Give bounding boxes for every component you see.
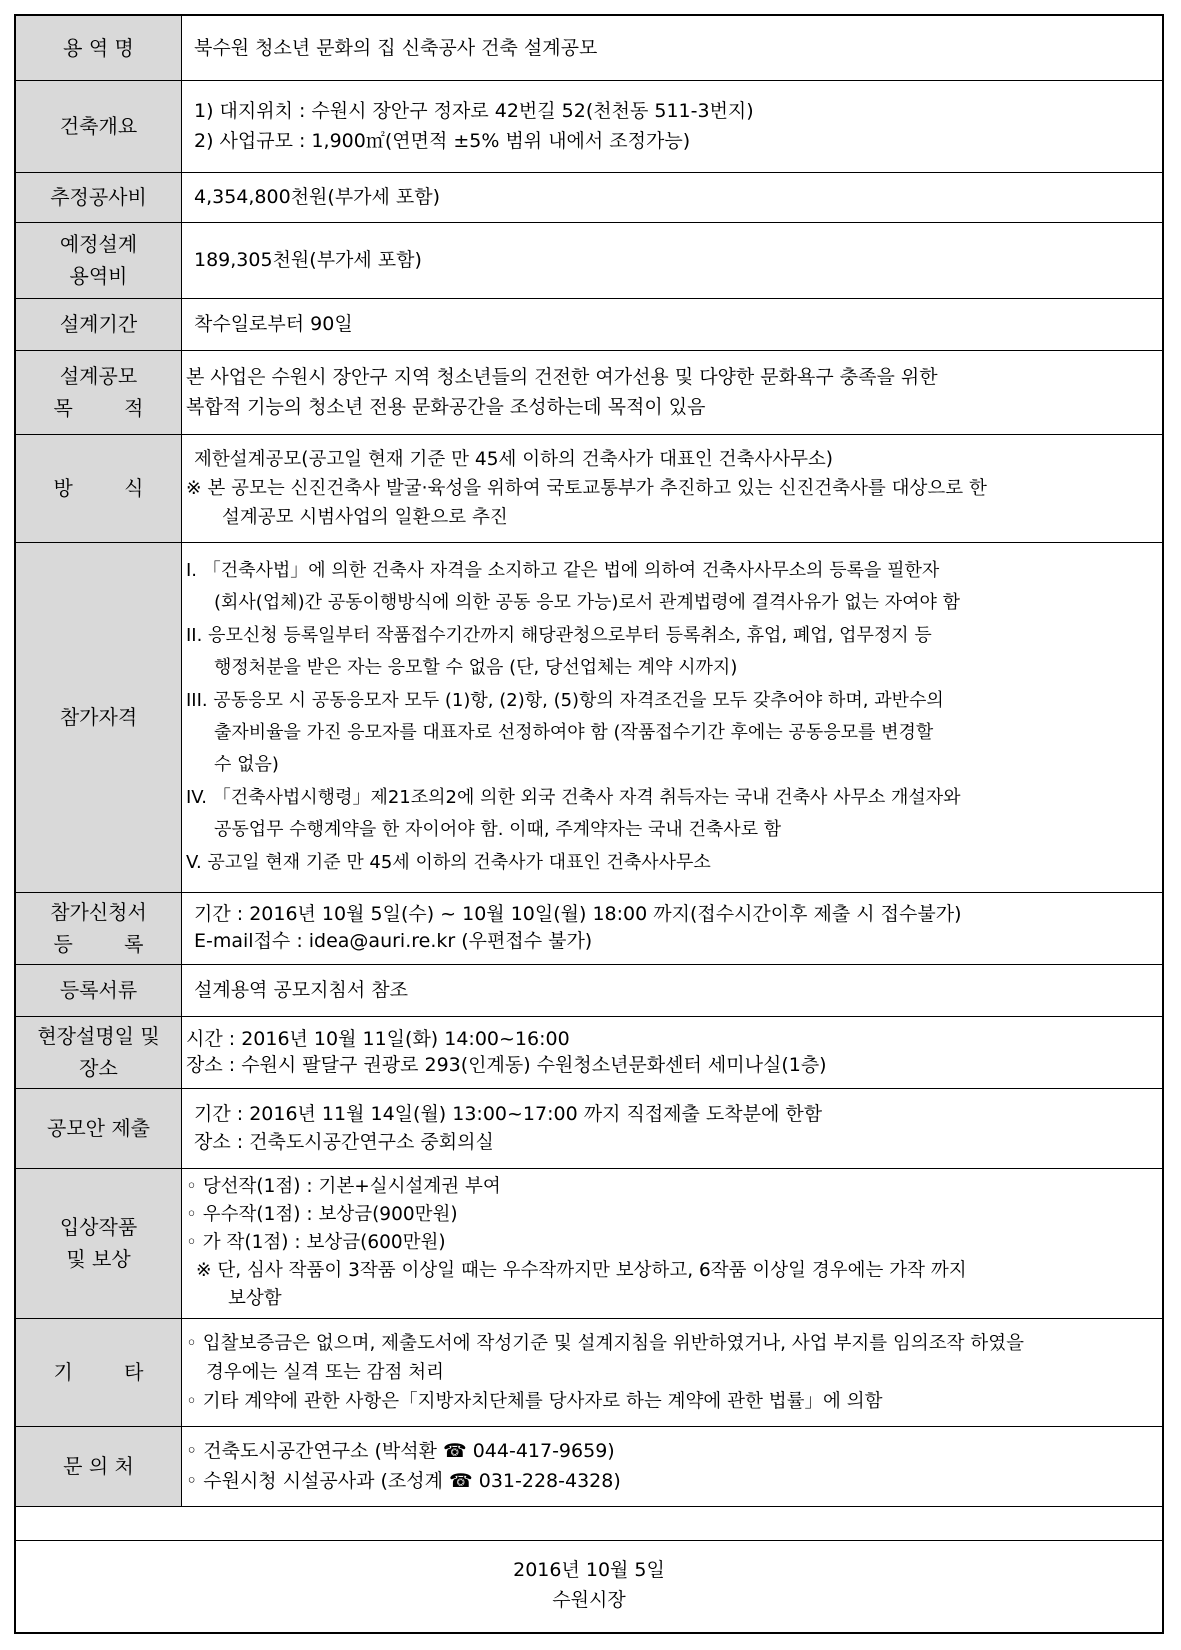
row-label: 현장설명일 및 장소 [16,1016,182,1088]
row-content: 기간 : 2016년 11월 14일(월) 13:00~17:00 까지 직접제출 도착분에 한함 장소 : 건축도시공간연구소 중회의실 [182,1088,1163,1168]
row-content: 착수일로부터 90일 [182,298,1163,350]
row-content: 설계용역 공모지침서 참조 [182,964,1163,1016]
row-label: 등록서류 [16,964,182,1016]
table-row [16,1016,1162,1088]
row-label: 입상작품 및 보상 [16,1168,182,1318]
issuer: 수원시장 [552,1589,626,1611]
row-label: 참가자격 [16,542,182,892]
table-row [16,542,1162,892]
table-row [16,172,1162,222]
row-label: 방 식 [16,434,182,542]
row-label: 설계공모 목 적 [16,350,182,434]
row-content: 기간 : 2016년 10월 5일(수) ~ 10월 10일(월) 18:00 까지(접수시간이후 제출 시 접수불가) E-mail접수 : idea@auri.re.kr (우편접수 불가) [182,892,1163,964]
row-label: 예정설계 용역비 [16,222,182,298]
row-label: 추정공사비 [16,172,182,222]
table-row [16,1088,1162,1168]
row-content: 189,305천원(부가세 포함) [182,222,1163,298]
table-row [16,964,1162,1016]
row-label: 용 역 명 [16,16,182,80]
table-row [16,1426,1162,1506]
issue-date: 2016년 10월 5일 [513,1559,665,1581]
table-row [16,16,1162,80]
row-content: 제한설계공모(공고일 현재 기준 만 45세 이하의 건축사가 대표인 건축사사무소) ※ 본 공모는 신진건축사 발굴·육성을 위하여 국토교통부가 추진하고 있는 신진건축사를 대상으로 한 설계공모 시범사업의 일환으로 추진 [182,434,1163,542]
row-label: 문 의 처 [16,1426,182,1506]
table-row [16,222,1162,298]
row-content: 시간 : 2016년 10월 11일(화) 14:00~16:00 장소 : 수원시 팔달구 권광로 293(인계동) 수원청소년문화센터 세미나실(1층) [182,1016,1163,1088]
table-row [16,298,1162,350]
row-label: 기 타 [16,1318,182,1426]
row-content: 4,354,800천원(부가세 포함) [182,172,1163,222]
row-label: 설계기간 [16,298,182,350]
row-label: 건축개요 [16,80,182,172]
table-row [16,1168,1162,1318]
row-content: ◦ 입찰보증금은 없으며, 제출도서에 작성기준 및 설계지침을 위반하였거나, 사업 부지를 임의조작 하였을 경우에는 실격 또는 감점 처리 ◦ 기타 계약에 관한 사항은「지방자치단체를 당사자로 하는 계약에 관한 법률」에 의함 [182,1318,1163,1426]
row-label: 공모안 제출 [16,1088,182,1168]
notice-document [14,14,1164,1634]
table-row [16,1318,1162,1426]
row-content: 북수원 청소년 문화의 집 신축공사 건축 설계공모 [182,16,1163,80]
row-label: 참가신청서 등 록 [16,892,182,964]
table-row [16,434,1162,542]
row-content: ◦ 당선작(1점) : 기본+실시설계권 부여 ◦ 우수작(1점) : 보상금(900만원) ◦ 가 작(1점) : 보상금(600만원) ※ 단, 심사 작품이 3작품 이상일 때는 우수작까지만 보상하고, 6작품 이상일 경우에는 가작 까지 보상함 [182,1168,1163,1318]
table-row [16,350,1162,434]
table-row [16,80,1162,172]
document-footer [16,1540,1162,1632]
row-content: 본 사업은 수원시 장안구 지역 청소년들의 건전한 여가선용 및 다양한 문화욕구 충족을 위한 복합적 기능의 청소년 전용 문화공간을 조성하는데 목적이 있음 [182,350,1163,434]
notice-table [16,16,1162,1507]
row-content: I. 「건축사법」에 의한 건축사 자격을 소지하고 같은 법에 의하여 건축사사무소의 등록을 필한자 (회사(업체)간 공동이행방식에 의한 공동 응모 가능)로서 관계법령에 결격사유가 없는 자여야 함 II. 응모신청 등록일부터 작품접수기간까지 해당관청으로부터 등록취소, 휴업, 폐업, 업무정지 등 행정처분을 받은 자는 응모할 수 없음 (단, 당선업체는 계약 시까지) III. 공동응모 시 공동응모자 모두 (1)항, (2)항, (5)항의 자격조건을 모두 갖추어야 하며, 과반수의 출자비율을 가진 응모자를 대표자로 선정하여야 함 (작품접수기간 후에는 공동응모를 변경할 수 없음) IV. 「건축사법시행령」제21조의2에 의한 외국 건축사 자격 취득자는 국내 건축사 사무소 개설자와 공동업무 수행계약을 한 자이어야 함. 이때, 주계약자는 국내 건축사로 함 V. 공고일 현재 기준 만 45세 이하의 건축사가 대표인 건축사사무소 [182,542,1163,892]
row-content: ◦ 건축도시공간연구소 (박석환 ☎ 044-417-9659) ◦ 수원시청 시설공사과 (조성계 ☎ 031-228-4328) [182,1426,1163,1506]
table-row [16,892,1162,964]
row-content: 1) 대지위치 : 수원시 장안구 정자로 42번길 52(천천동 511-3번지) 2) 사업규모 : 1,900㎡(연면적 ±5% 범위 내에서 조정가능) [182,80,1163,172]
